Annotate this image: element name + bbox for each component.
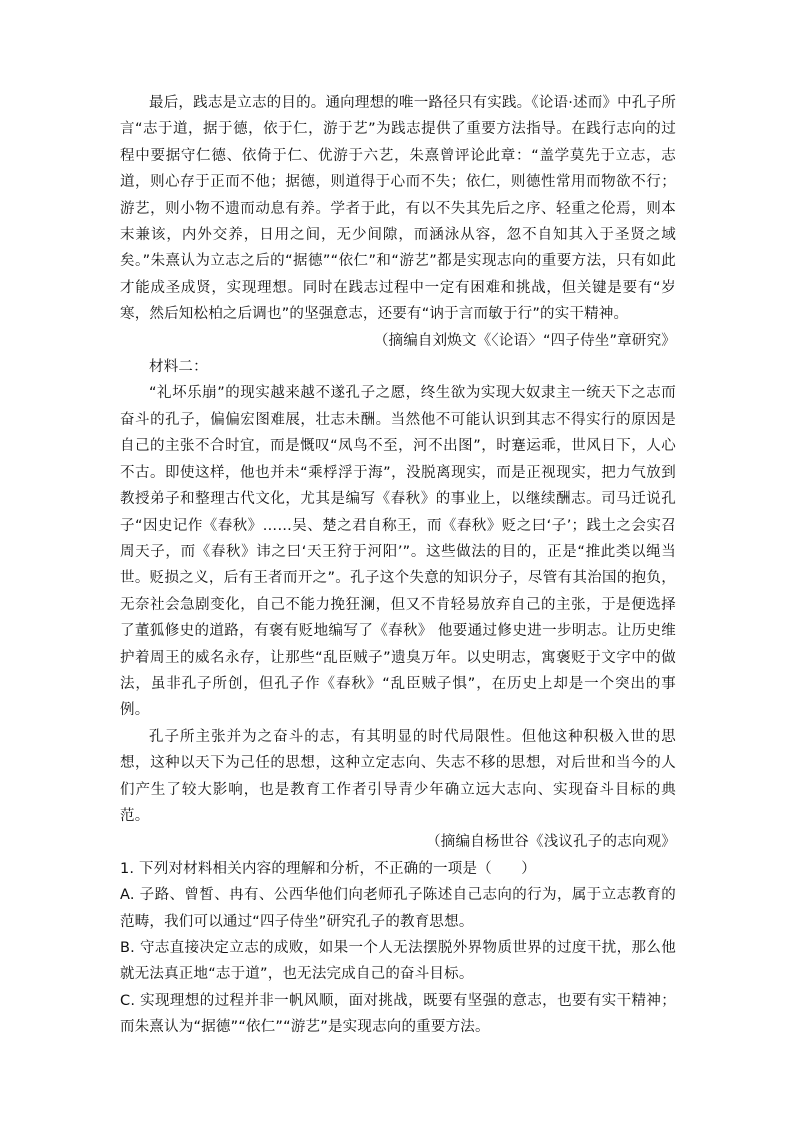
question-1-stem: 1. 下列对材料相关内容的理解和分析，不正确的一项是（ ） (120, 860, 536, 877)
question-1-option-a: A. 子路、曾皙、冉有、公西华他们向老师孔子陈述自己志向的行为，属于立志教育的范畴，我们可以通过“四子侍坐”研究孔子的教育思想。 (120, 887, 676, 930)
material2-paragraph-1: “礼坏乐崩”的现实越来越不遂孔子之愿，终生欲为实现大奴隶主一统天下之志而奋斗的孔子，偏偏宏图难展，壮志未酬。当然他不可能认识到其志不得实行的原因是自己的主张不合时宜，而是慨叹“凤鸟不至，河不出图”，时蹇运乖，世风日下，人心不古。即使这样，他也并未“乘桴浮于海”，没脱离现实，而是正视现实，把力气放到教授弟子和整理古代文化，尤其是编写《春秋》的事业上，以继续酬志。司马迁说孔子“因史记作《春秋》……吴、楚之君自称王，而《春秋》贬之曰‘子’；践土之会实召周天子，而《春秋》讳之曰‘天王狩于河阳’”。这些做法的目的，正是“推此类以绳当世。贬损之义，后有王者而开之”。孔子这个失意的知识分子，尽管有其治国的抱负，无奈社会急剧变化，自己不能力挽狂澜，但又不肯轻易放弃自己的主张，于是便选择了董狐修史的道路，有褒有贬地编写了《春秋》 他要通过修史进一步明志。让历史维护着周王的威名永存，让那些“乱臣贼子”遗臭万年。以史明志，寓褒贬于文字中的做法，虽非孔子所创，但孔子作《春秋》“乱臣贼子惧”，在历史上却是一个突出的事例。 (120, 385, 676, 719)
document-page (120, 90, 676, 1041)
material2-paragraph-2: 孔子所主张并为之奋斗的志，有其明显的时代局限性。但他这种积极入世的思想，这种以天下为己任的思想，这种立定志向、失志不移的思想，对后世和当今的人们产生了较大影响，也是教育工作者引导青少年确立远大志向、实现奋斗目标的典范。 (120, 728, 676, 824)
question-1-option-c: C. 实现理想的过程并非一帆风顺，面对挑战，既要有坚强的意志，也要有实干精神；而朱熹认为“据德”“依仁”“游艺”是实现志向的重要方法。 (120, 992, 676, 1036)
material2-source: （摘编自杨世谷《浅议孔子的志向观》 (426, 834, 676, 851)
material1-source: （摘编自刘焕文《〈论语〉“四子侍坐”章研究》 (373, 332, 676, 349)
material1-paragraph: 最后，践志是立志的目的。通向理想的唯一路径只有实践。《论语·述而》中孔子所言“志于道，据于德，依于仁，游于艺”为践志提供了重要方法指导。在践行志向的过程中要据守仁德、依倚于仁、优游于六艺，朱熹曾评论此章：“盖学莫先于立志，志道，则心存于正而不他；据德，则道得于心而不失；依仁，则德性常用而物欲不行；游艺，则小物不遗而动息有养。学者于此，有以不失其先后之序、轻重之伦焉，则本末兼该，内外交养，日用之间，无少间隙，而涵泳从容，忽不自知其入于圣贤之域矣。”朱熹认为立志之后的“据德”“依仁”和“游艺”都是实现志向的重要方法，只有如此才能成圣成贤，实现理想。同时在践志过程中一定有困难和挑战，但关键是要有“岁寒，然后知松柏之后调也”的坚强意志，还要有“讷于言而敏于行”的实干精神。 (120, 95, 676, 323)
material2-heading: 材料二： (149, 359, 208, 376)
question-1-option-b: B. 守志直接决定立志的成败，如果一个人无法摆脱外界物质世界的过度干扰，那么他就无法真正地“志于道”，也无法完成自己的奋斗目标。 (120, 940, 676, 983)
